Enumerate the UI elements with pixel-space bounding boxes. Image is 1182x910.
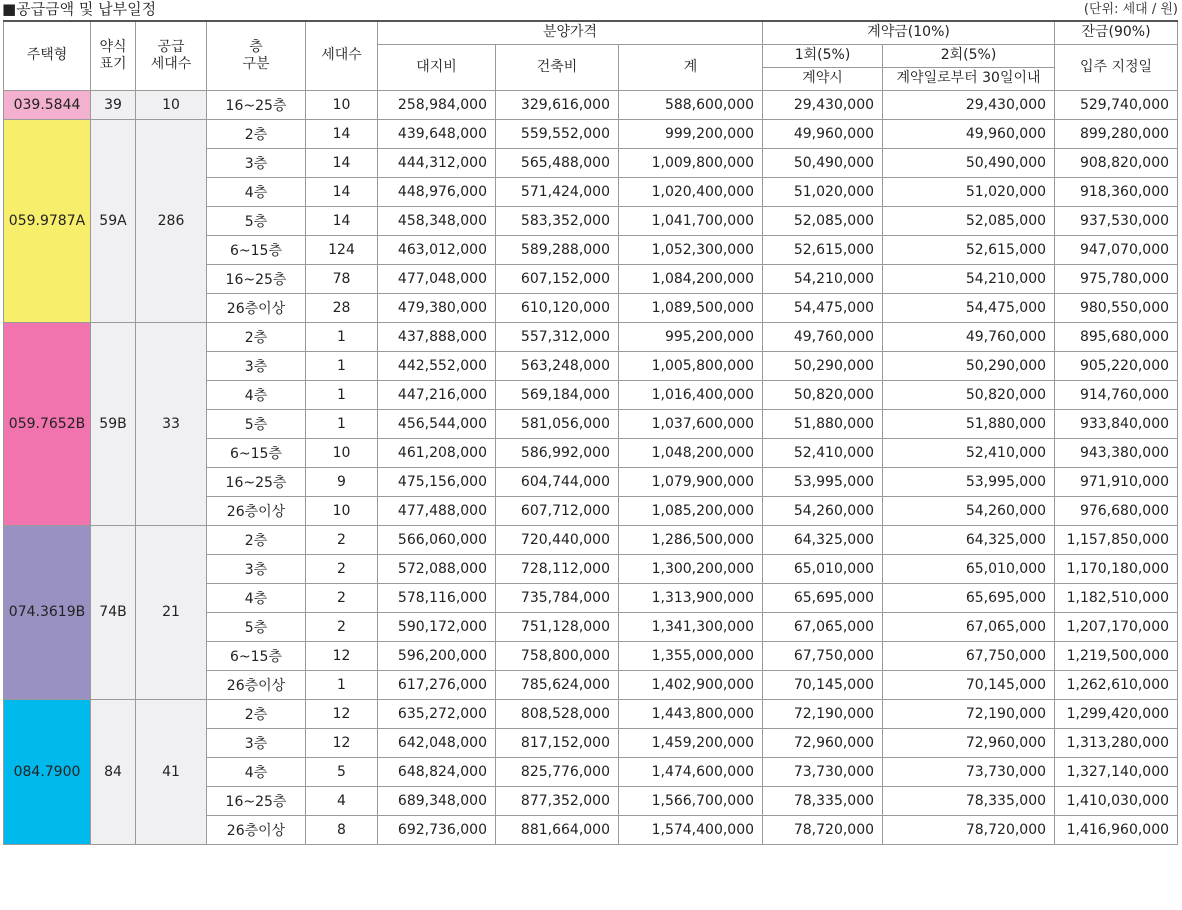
floor-cell: 3층	[207, 728, 306, 757]
balance-cell: 1,410,030,000	[1055, 786, 1178, 815]
first-payment-cell: 49,960,000	[763, 119, 883, 148]
second-payment-cell: 52,085,000	[883, 206, 1055, 235]
second-payment-cell: 78,720,000	[883, 815, 1055, 844]
balance-cell: 1,416,960,000	[1055, 815, 1178, 844]
second-payment-cell: 78,335,000	[883, 786, 1055, 815]
abbr-cell: 84	[91, 699, 136, 844]
second-payment-cell: 51,880,000	[883, 409, 1055, 438]
building-cell: 563,248,000	[496, 351, 619, 380]
units-cell: 1	[306, 351, 378, 380]
building-cell: 581,056,000	[496, 409, 619, 438]
floor-cell: 2층	[207, 525, 306, 554]
first-payment-cell: 65,695,000	[763, 583, 883, 612]
units-cell: 12	[306, 641, 378, 670]
balance-cell: 1,313,280,000	[1055, 728, 1178, 757]
land-cell: 437,888,000	[378, 322, 496, 351]
type-cell: 039.5844	[4, 90, 91, 119]
building-cell: 569,184,000	[496, 380, 619, 409]
col-units: 세대수	[306, 21, 378, 90]
land-cell: 648,824,000	[378, 757, 496, 786]
land-cell: 635,272,000	[378, 699, 496, 728]
table-row	[4, 90, 1178, 119]
land-cell: 461,208,000	[378, 438, 496, 467]
total-cell: 1,355,000,000	[619, 641, 763, 670]
total-cell: 999,200,000	[619, 119, 763, 148]
land-cell: 617,276,000	[378, 670, 496, 699]
floor-cell: 16~25층	[207, 786, 306, 815]
land-cell: 447,216,000	[378, 380, 496, 409]
supply-cell: 10	[136, 90, 207, 119]
units-cell: 10	[306, 496, 378, 525]
land-cell: 463,012,000	[378, 235, 496, 264]
units-cell: 2	[306, 525, 378, 554]
land-cell: 692,736,000	[378, 815, 496, 844]
building-cell: 808,528,000	[496, 699, 619, 728]
second-payment-cell: 73,730,000	[883, 757, 1055, 786]
first-payment-cell: 51,880,000	[763, 409, 883, 438]
land-cell: 442,552,000	[378, 351, 496, 380]
building-cell: 607,152,000	[496, 264, 619, 293]
first-payment-cell: 29,430,000	[763, 90, 883, 119]
second-payment-cell: 54,260,000	[883, 496, 1055, 525]
floor-cell: 6~15층	[207, 438, 306, 467]
units-cell: 124	[306, 235, 378, 264]
floor-cell: 26층이상	[207, 815, 306, 844]
balance-cell: 943,380,000	[1055, 438, 1178, 467]
floor-cell: 26층이상	[207, 496, 306, 525]
land-cell: 444,312,000	[378, 148, 496, 177]
land-cell: 689,348,000	[378, 786, 496, 815]
total-cell: 1,566,700,000	[619, 786, 763, 815]
second-payment-cell: 65,010,000	[883, 554, 1055, 583]
balance-cell: 895,680,000	[1055, 322, 1178, 351]
second-payment-cell: 50,820,000	[883, 380, 1055, 409]
second-payment-cell: 70,145,000	[883, 670, 1055, 699]
second-payment-cell: 67,750,000	[883, 641, 1055, 670]
second-payment-cell: 53,995,000	[883, 467, 1055, 496]
col-first-when: 계약시	[763, 67, 883, 90]
total-cell: 1,037,600,000	[619, 409, 763, 438]
first-payment-cell: 50,490,000	[763, 148, 883, 177]
balance-cell: 1,262,610,000	[1055, 670, 1178, 699]
total-cell: 1,005,800,000	[619, 351, 763, 380]
building-cell: 557,312,000	[496, 322, 619, 351]
col-type: 주택형	[4, 21, 91, 90]
balance-cell: 976,680,000	[1055, 496, 1178, 525]
floor-cell: 5층	[207, 612, 306, 641]
units-cell: 1	[306, 380, 378, 409]
table-header	[4, 21, 1178, 90]
first-payment-cell: 50,290,000	[763, 351, 883, 380]
units-cell: 2	[306, 583, 378, 612]
unit-note: (단위: 세대 / 원)	[1083, 2, 1178, 17]
table-row	[4, 119, 1178, 148]
floor-cell: 6~15층	[207, 235, 306, 264]
balance-cell: 529,740,000	[1055, 90, 1178, 119]
units-cell: 2	[306, 612, 378, 641]
building-cell: 589,288,000	[496, 235, 619, 264]
balance-cell: 1,157,850,000	[1055, 525, 1178, 554]
total-cell: 1,089,500,000	[619, 293, 763, 322]
floor-cell: 2층	[207, 322, 306, 351]
land-cell: 479,380,000	[378, 293, 496, 322]
floor-cell: 16~25층	[207, 467, 306, 496]
col-building: 건축비	[496, 44, 619, 90]
total-cell: 1,574,400,000	[619, 815, 763, 844]
balance-cell: 905,220,000	[1055, 351, 1178, 380]
balance-cell: 947,070,000	[1055, 235, 1178, 264]
land-cell: 456,544,000	[378, 409, 496, 438]
col-deposit: 계약금(10%)	[763, 21, 1055, 44]
header-bar	[0, 0, 1182, 20]
units-cell: 14	[306, 148, 378, 177]
balance-cell: 899,280,000	[1055, 119, 1178, 148]
col-balance-when: 입주 지정일	[1055, 44, 1178, 90]
total-cell: 1,300,200,000	[619, 554, 763, 583]
building-cell: 735,784,000	[496, 583, 619, 612]
land-cell: 448,976,000	[378, 177, 496, 206]
floor-cell: 2층	[207, 699, 306, 728]
second-payment-cell: 64,325,000	[883, 525, 1055, 554]
type-cell: 059.7652B	[4, 322, 91, 525]
first-payment-cell: 78,720,000	[763, 815, 883, 844]
floor-cell: 3층	[207, 351, 306, 380]
total-cell: 588,600,000	[619, 90, 763, 119]
first-payment-cell: 65,010,000	[763, 554, 883, 583]
building-cell: 565,488,000	[496, 148, 619, 177]
land-cell: 477,048,000	[378, 264, 496, 293]
second-payment-cell: 65,695,000	[883, 583, 1055, 612]
floor-cell: 5층	[207, 206, 306, 235]
balance-cell: 933,840,000	[1055, 409, 1178, 438]
first-payment-cell: 52,085,000	[763, 206, 883, 235]
building-cell: 758,800,000	[496, 641, 619, 670]
floor-cell: 26층이상	[207, 670, 306, 699]
total-cell: 1,085,200,000	[619, 496, 763, 525]
land-cell: 578,116,000	[378, 583, 496, 612]
second-payment-cell: 54,475,000	[883, 293, 1055, 322]
second-payment-cell: 52,615,000	[883, 235, 1055, 264]
first-payment-cell: 72,960,000	[763, 728, 883, 757]
table-row	[4, 322, 1178, 351]
balance-cell: 937,530,000	[1055, 206, 1178, 235]
floor-cell: 4층	[207, 757, 306, 786]
second-payment-cell: 72,960,000	[883, 728, 1055, 757]
balance-cell: 918,360,000	[1055, 177, 1178, 206]
building-cell: 877,352,000	[496, 786, 619, 815]
total-cell: 1,474,600,000	[619, 757, 763, 786]
supply-cell: 21	[136, 525, 207, 699]
type-cell: 059.9787A	[4, 119, 91, 322]
total-cell: 1,041,700,000	[619, 206, 763, 235]
second-payment-cell: 50,290,000	[883, 351, 1055, 380]
total-cell: 1,020,400,000	[619, 177, 763, 206]
table-row	[4, 525, 1178, 554]
total-cell: 995,200,000	[619, 322, 763, 351]
first-payment-cell: 72,190,000	[763, 699, 883, 728]
supply-cell: 33	[136, 322, 207, 525]
building-cell: 825,776,000	[496, 757, 619, 786]
floor-cell: 3층	[207, 148, 306, 177]
building-cell: 751,128,000	[496, 612, 619, 641]
second-payment-cell: 52,410,000	[883, 438, 1055, 467]
land-cell: 477,488,000	[378, 496, 496, 525]
land-cell: 439,648,000	[378, 119, 496, 148]
units-cell: 14	[306, 177, 378, 206]
type-cell: 074.3619B	[4, 525, 91, 699]
first-payment-cell: 51,020,000	[763, 177, 883, 206]
building-cell: 817,152,000	[496, 728, 619, 757]
second-payment-cell: 49,960,000	[883, 119, 1055, 148]
building-cell: 604,744,000	[496, 467, 619, 496]
floor-cell: 26층이상	[207, 293, 306, 322]
units-cell: 4	[306, 786, 378, 815]
units-cell: 2	[306, 554, 378, 583]
second-payment-cell: 49,760,000	[883, 322, 1055, 351]
table-row	[4, 699, 1178, 728]
second-payment-cell: 51,020,000	[883, 177, 1055, 206]
first-payment-cell: 52,410,000	[763, 438, 883, 467]
col-land: 대지비	[378, 44, 496, 90]
balance-cell: 971,910,000	[1055, 467, 1178, 496]
units-cell: 1	[306, 322, 378, 351]
balance-cell: 1,299,420,000	[1055, 699, 1178, 728]
total-cell: 1,009,800,000	[619, 148, 763, 177]
units-cell: 1	[306, 409, 378, 438]
total-cell: 1,443,800,000	[619, 699, 763, 728]
abbr-cell: 74B	[91, 525, 136, 699]
balance-cell: 914,760,000	[1055, 380, 1178, 409]
second-payment-cell: 67,065,000	[883, 612, 1055, 641]
units-cell: 8	[306, 815, 378, 844]
table-body	[4, 90, 1178, 844]
units-cell: 12	[306, 728, 378, 757]
total-cell: 1,079,900,000	[619, 467, 763, 496]
units-cell: 78	[306, 264, 378, 293]
building-cell: 583,352,000	[496, 206, 619, 235]
col-sale-price: 분양가격	[378, 21, 763, 44]
first-payment-cell: 70,145,000	[763, 670, 883, 699]
first-payment-cell: 73,730,000	[763, 757, 883, 786]
total-cell: 1,402,900,000	[619, 670, 763, 699]
first-payment-cell: 64,325,000	[763, 525, 883, 554]
second-payment-cell: 54,210,000	[883, 264, 1055, 293]
building-cell: 881,664,000	[496, 815, 619, 844]
units-cell: 12	[306, 699, 378, 728]
supply-cell: 286	[136, 119, 207, 322]
land-cell: 566,060,000	[378, 525, 496, 554]
land-cell: 590,172,000	[378, 612, 496, 641]
building-cell: 720,440,000	[496, 525, 619, 554]
balance-cell: 975,780,000	[1055, 264, 1178, 293]
first-payment-cell: 54,260,000	[763, 496, 883, 525]
price-table	[3, 20, 1178, 845]
building-cell: 785,624,000	[496, 670, 619, 699]
floor-cell: 5층	[207, 409, 306, 438]
floor-cell: 2층	[207, 119, 306, 148]
land-cell: 642,048,000	[378, 728, 496, 757]
building-cell: 728,112,000	[496, 554, 619, 583]
abbr-cell: 39	[91, 90, 136, 119]
supply-cell: 41	[136, 699, 207, 844]
col-supply: 공급 세대수	[136, 21, 207, 90]
col-first: 1회(5%)	[763, 44, 883, 67]
total-cell: 1,016,400,000	[619, 380, 763, 409]
second-payment-cell: 29,430,000	[883, 90, 1055, 119]
units-cell: 14	[306, 206, 378, 235]
floor-cell: 16~25층	[207, 90, 306, 119]
building-cell: 586,992,000	[496, 438, 619, 467]
units-cell: 10	[306, 90, 378, 119]
abbr-cell: 59A	[91, 119, 136, 322]
first-payment-cell: 53,995,000	[763, 467, 883, 496]
total-cell: 1,341,300,000	[619, 612, 763, 641]
page-title: ■공급금액 및 납부일정	[2, 0, 157, 18]
building-cell: 610,120,000	[496, 293, 619, 322]
units-cell: 14	[306, 119, 378, 148]
floor-cell: 4층	[207, 177, 306, 206]
balance-cell: 1,327,140,000	[1055, 757, 1178, 786]
col-balance: 잔금(90%)	[1055, 21, 1178, 44]
floor-cell: 16~25층	[207, 264, 306, 293]
land-cell: 258,984,000	[378, 90, 496, 119]
first-payment-cell: 50,820,000	[763, 380, 883, 409]
total-cell: 1,313,900,000	[619, 583, 763, 612]
first-payment-cell: 54,475,000	[763, 293, 883, 322]
first-payment-cell: 49,760,000	[763, 322, 883, 351]
type-cell: 084.7900	[4, 699, 91, 844]
floor-cell: 3층	[207, 554, 306, 583]
total-cell: 1,052,300,000	[619, 235, 763, 264]
col-total: 계	[619, 44, 763, 90]
units-cell: 10	[306, 438, 378, 467]
first-payment-cell: 78,335,000	[763, 786, 883, 815]
land-cell: 572,088,000	[378, 554, 496, 583]
total-cell: 1,286,500,000	[619, 525, 763, 554]
balance-cell: 1,182,510,000	[1055, 583, 1178, 612]
building-cell: 329,616,000	[496, 90, 619, 119]
balance-cell: 908,820,000	[1055, 148, 1178, 177]
first-payment-cell: 67,750,000	[763, 641, 883, 670]
total-cell: 1,459,200,000	[619, 728, 763, 757]
building-cell: 571,424,000	[496, 177, 619, 206]
first-payment-cell: 54,210,000	[763, 264, 883, 293]
balance-cell: 980,550,000	[1055, 293, 1178, 322]
total-cell: 1,048,200,000	[619, 438, 763, 467]
col-second-when: 계약일로부터 30일이내	[883, 67, 1055, 90]
first-payment-cell: 52,615,000	[763, 235, 883, 264]
floor-cell: 6~15층	[207, 641, 306, 670]
building-cell: 559,552,000	[496, 119, 619, 148]
balance-cell: 1,219,500,000	[1055, 641, 1178, 670]
land-cell: 596,200,000	[378, 641, 496, 670]
units-cell: 28	[306, 293, 378, 322]
land-cell: 475,156,000	[378, 467, 496, 496]
building-cell: 607,712,000	[496, 496, 619, 525]
units-cell: 1	[306, 670, 378, 699]
col-second: 2회(5%)	[883, 44, 1055, 67]
first-payment-cell: 67,065,000	[763, 612, 883, 641]
units-cell: 9	[306, 467, 378, 496]
balance-cell: 1,207,170,000	[1055, 612, 1178, 641]
abbr-cell: 59B	[91, 322, 136, 525]
units-cell: 5	[306, 757, 378, 786]
floor-cell: 4층	[207, 583, 306, 612]
balance-cell: 1,170,180,000	[1055, 554, 1178, 583]
total-cell: 1,084,200,000	[619, 264, 763, 293]
col-floor: 층 구분	[207, 21, 306, 90]
land-cell: 458,348,000	[378, 206, 496, 235]
second-payment-cell: 50,490,000	[883, 148, 1055, 177]
floor-cell: 4층	[207, 380, 306, 409]
second-payment-cell: 72,190,000	[883, 699, 1055, 728]
col-abbr: 약식 표기	[91, 21, 136, 90]
